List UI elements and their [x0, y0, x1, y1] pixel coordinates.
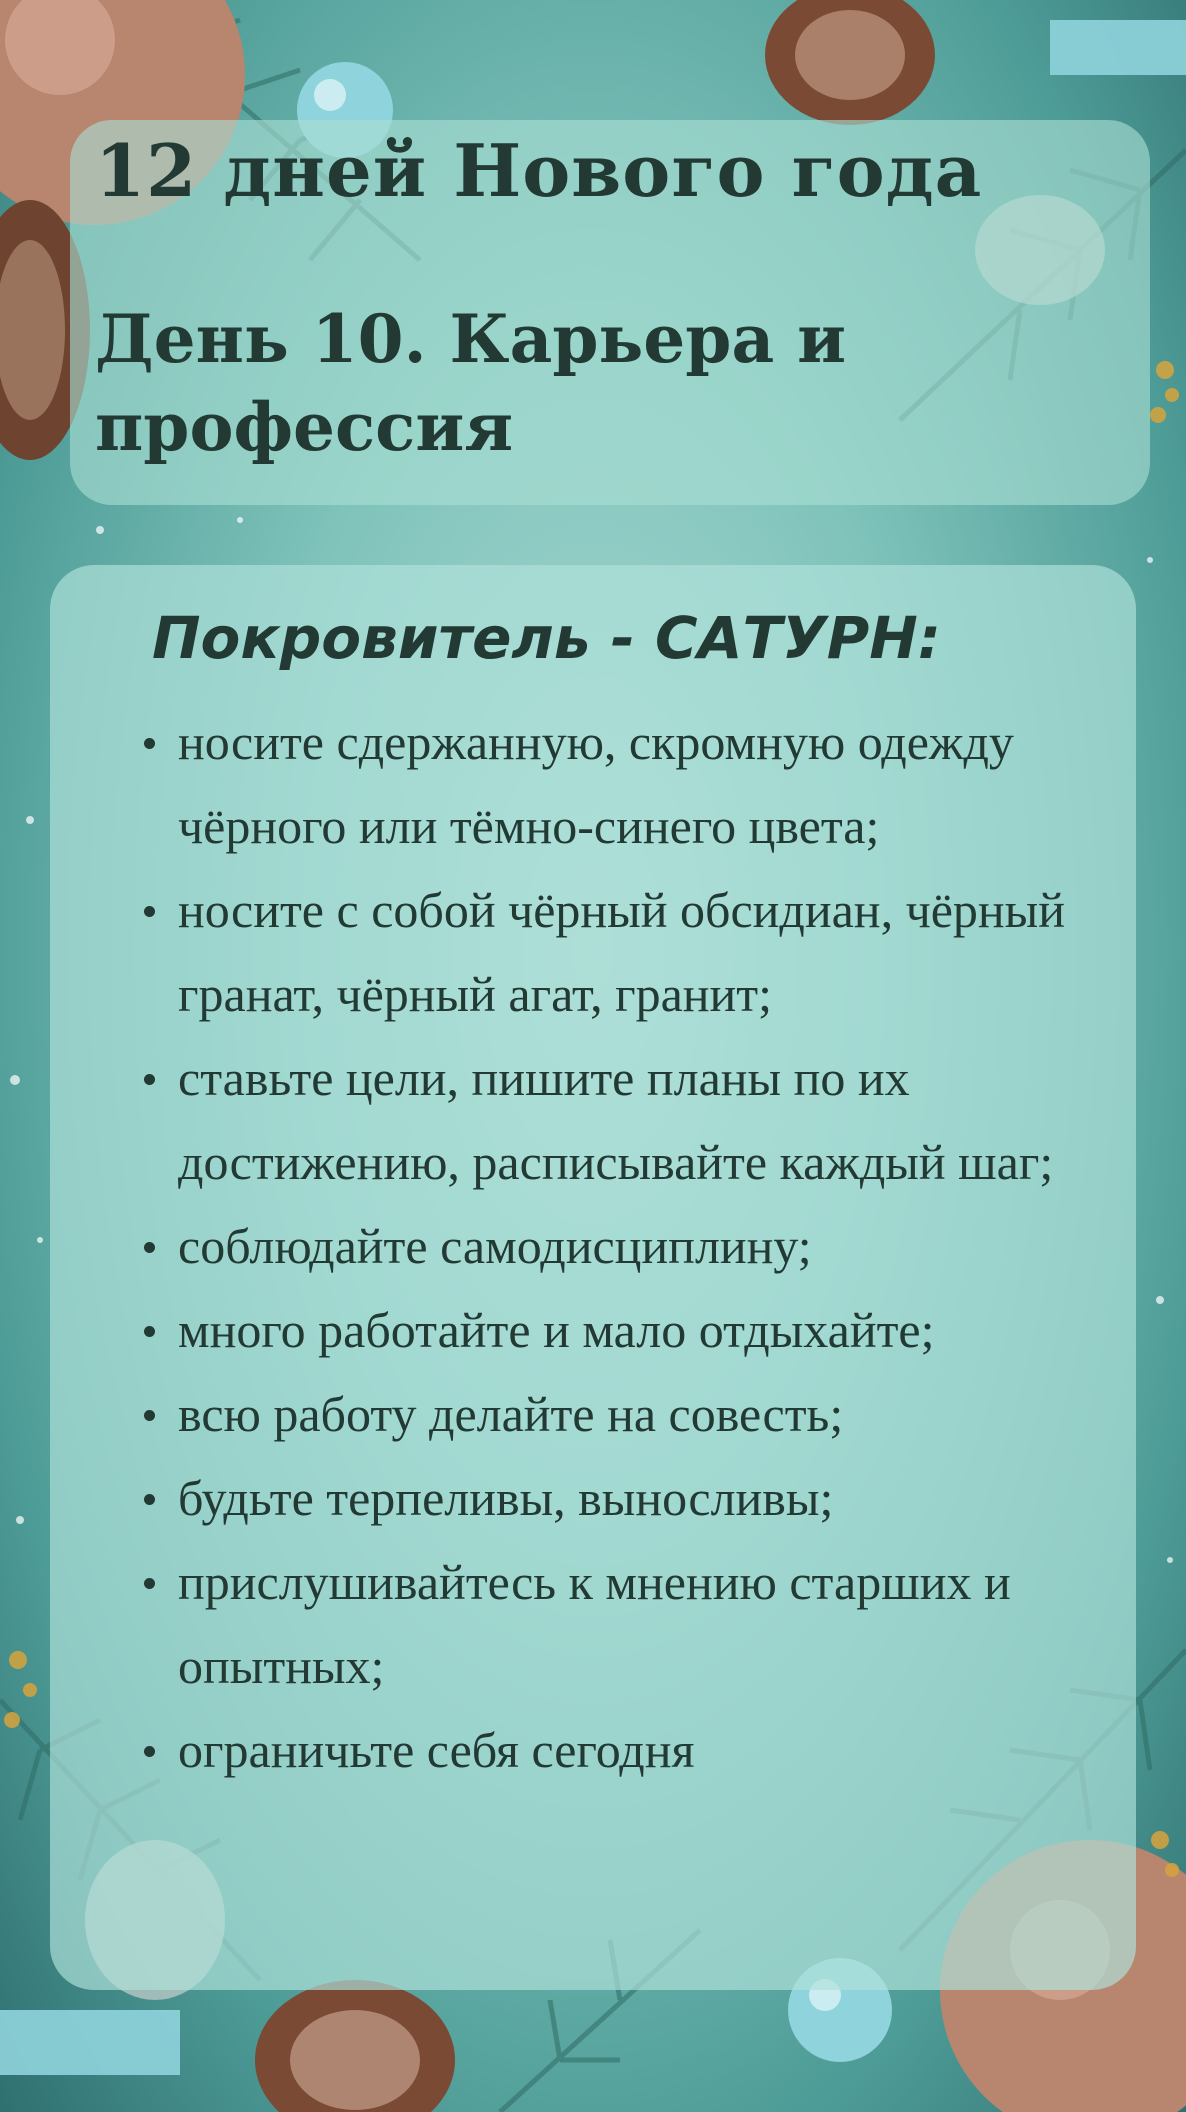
- list-item: ставьте цели, пишите планы по их достижению, расписывайте каждый шаг;: [130, 1036, 1120, 1204]
- patron-heading: Покровитель - САТУРН:: [152, 604, 942, 672]
- tips-list: [130, 700, 1120, 1792]
- day-heading: День 10. Карьера и профессия: [95, 300, 847, 466]
- list-item: будьте терпеливы, выносливы;: [130, 1456, 1120, 1540]
- ribbon-decoration: [1050, 20, 1186, 75]
- list-item: прислушивайтесь к мнению старших и опытных;: [130, 1540, 1120, 1708]
- list-item: носите с собой чёрный обсидиан, чёрный гранат, чёрный агат, гранит;: [130, 868, 1120, 1036]
- list-item: всю работу делайте на совесть;: [130, 1372, 1120, 1456]
- list-item: соблюдайте самодисциплину;: [130, 1204, 1120, 1288]
- list-item: ограничьте себя сегодня: [130, 1708, 1120, 1792]
- list-item: много работайте и мало отдыхайте;: [130, 1288, 1120, 1372]
- list-item: носите сдержанную, скромную одежду чёрного или тёмно-синего цвета;: [130, 700, 1120, 868]
- page-title: 12 дней Нового года: [95, 128, 983, 213]
